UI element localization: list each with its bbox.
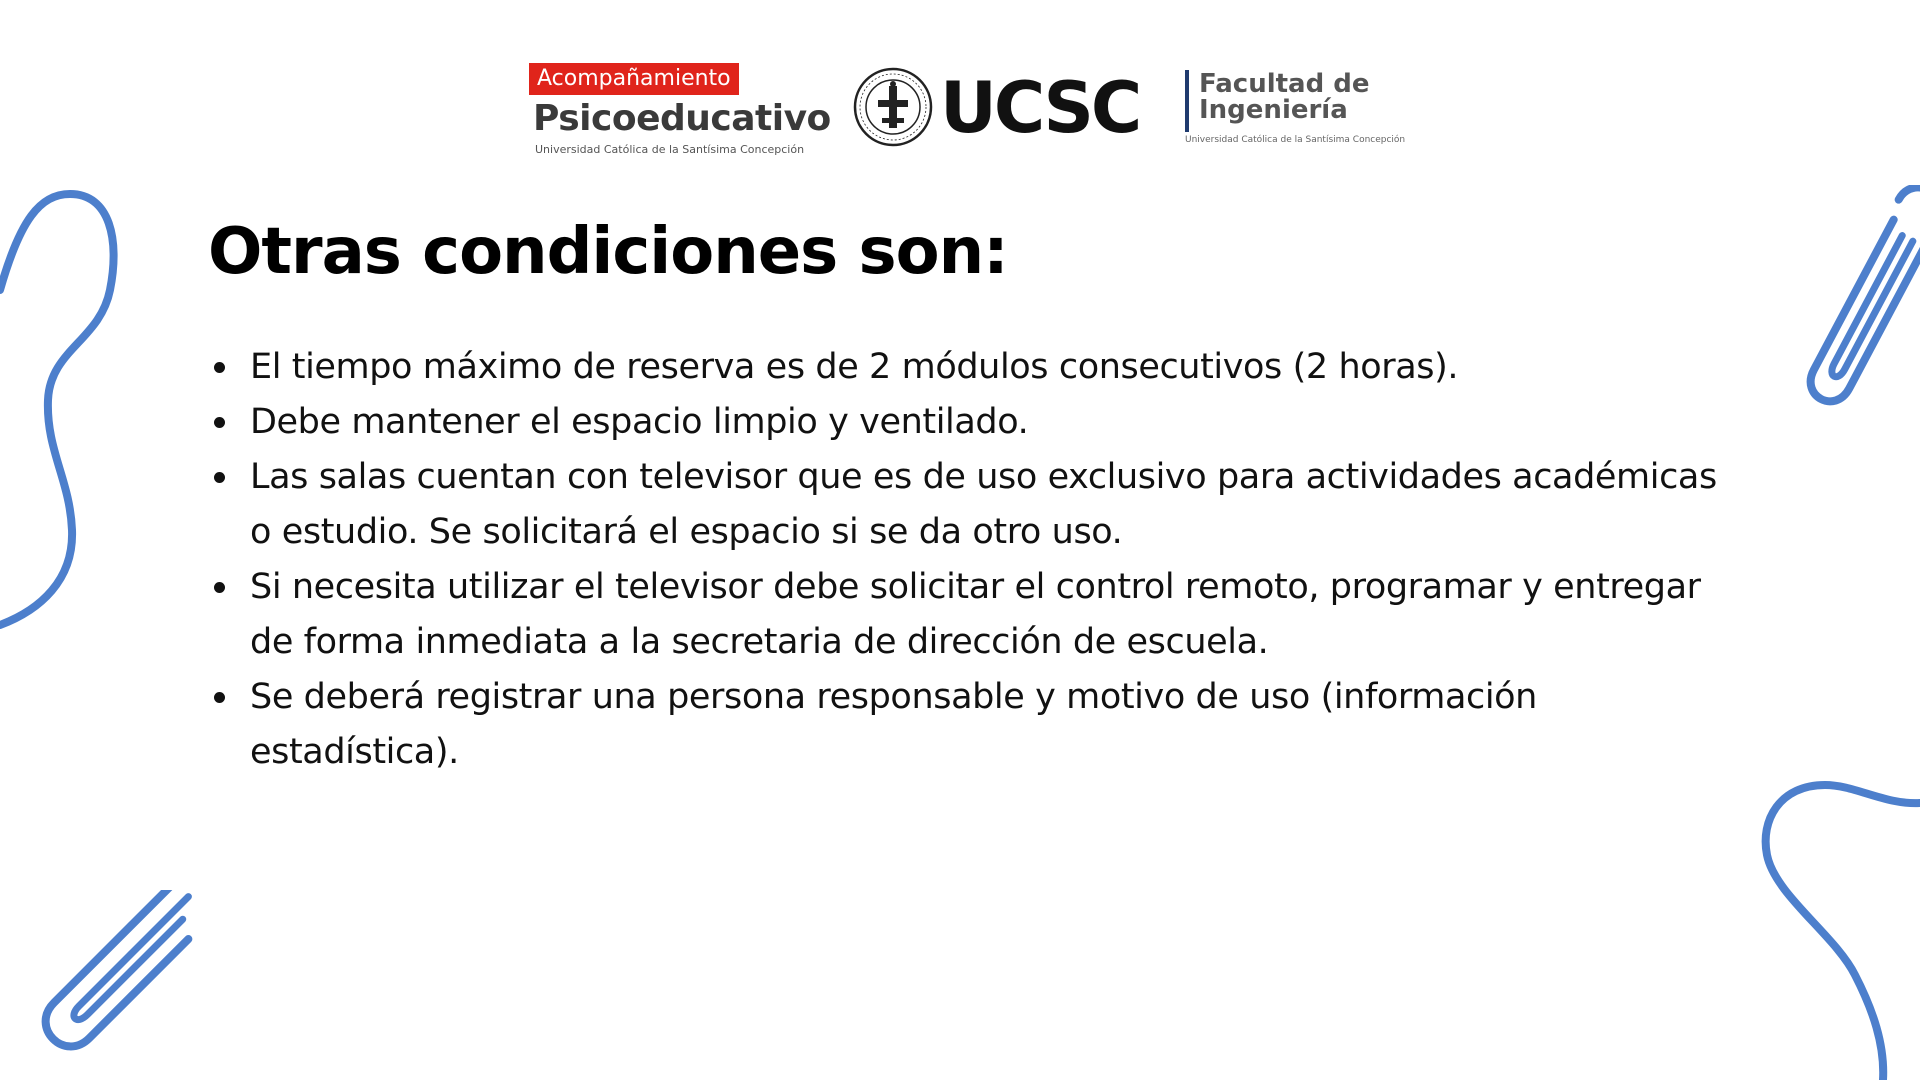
list-item — [212, 395, 1732, 450]
squiggle-left-icon — [0, 180, 130, 640]
list-item-text: Debe mantener el espacio limpio y ventilado. — [250, 402, 1029, 442]
ucsc-logo — [852, 64, 1140, 150]
bullet-icon — [214, 472, 225, 483]
facultad-ingenieria-logo — [1184, 68, 1404, 148]
list-item-text: El tiempo máximo de reserva es de 2 módulos consecutivos (2 horas). — [250, 347, 1459, 387]
list-item — [212, 450, 1732, 560]
page-title: Otras condiciones son: — [208, 215, 1008, 289]
list-item-text: Se deberá registrar una persona responsable y motivo de uso (información estadística). — [250, 677, 1537, 772]
bullet-icon — [214, 582, 225, 593]
list-item — [212, 340, 1732, 395]
logo-line1: Facultad de — [1199, 69, 1370, 99]
bullet-icon — [214, 692, 225, 703]
list-item — [212, 560, 1732, 670]
logo-name: Psicoeducativo — [533, 98, 831, 139]
bullet-icon — [214, 362, 225, 373]
ucsc-wordmark: UCSC — [940, 67, 1140, 149]
bullet-icon — [214, 417, 225, 428]
list-item-text: Las salas cuentan con televisor que es de uso exclusivo para actividades académicas o estudio. Se solicitará el espacio si se da otro uso. — [250, 457, 1717, 552]
logo-bar — [1185, 70, 1189, 132]
paperclip-top-right-icon — [1800, 185, 1920, 445]
logo-subtitle: Universidad Católica de la Santísima Concepción — [535, 143, 805, 156]
list-item — [212, 670, 1732, 780]
list-item-text: Si necesita utilizar el televisor debe solicitar el control remoto, programar y entregar de forma inmediata a la secretaria de dirección de escuela. — [250, 567, 1701, 662]
university-seal-icon — [852, 66, 934, 148]
logo-subtitle: Universidad Católica de la Santísima Concepción — [1185, 135, 1406, 145]
squiggle-right-icon — [1755, 775, 1920, 1080]
psicoeducativo-logo — [529, 63, 831, 158]
paperclip-bottom-left-icon — [0, 890, 200, 1080]
logo-line2: Ingeniería — [1199, 95, 1348, 125]
conditions-list — [212, 340, 1732, 780]
logo-tag: Acompañamiento — [529, 63, 739, 95]
